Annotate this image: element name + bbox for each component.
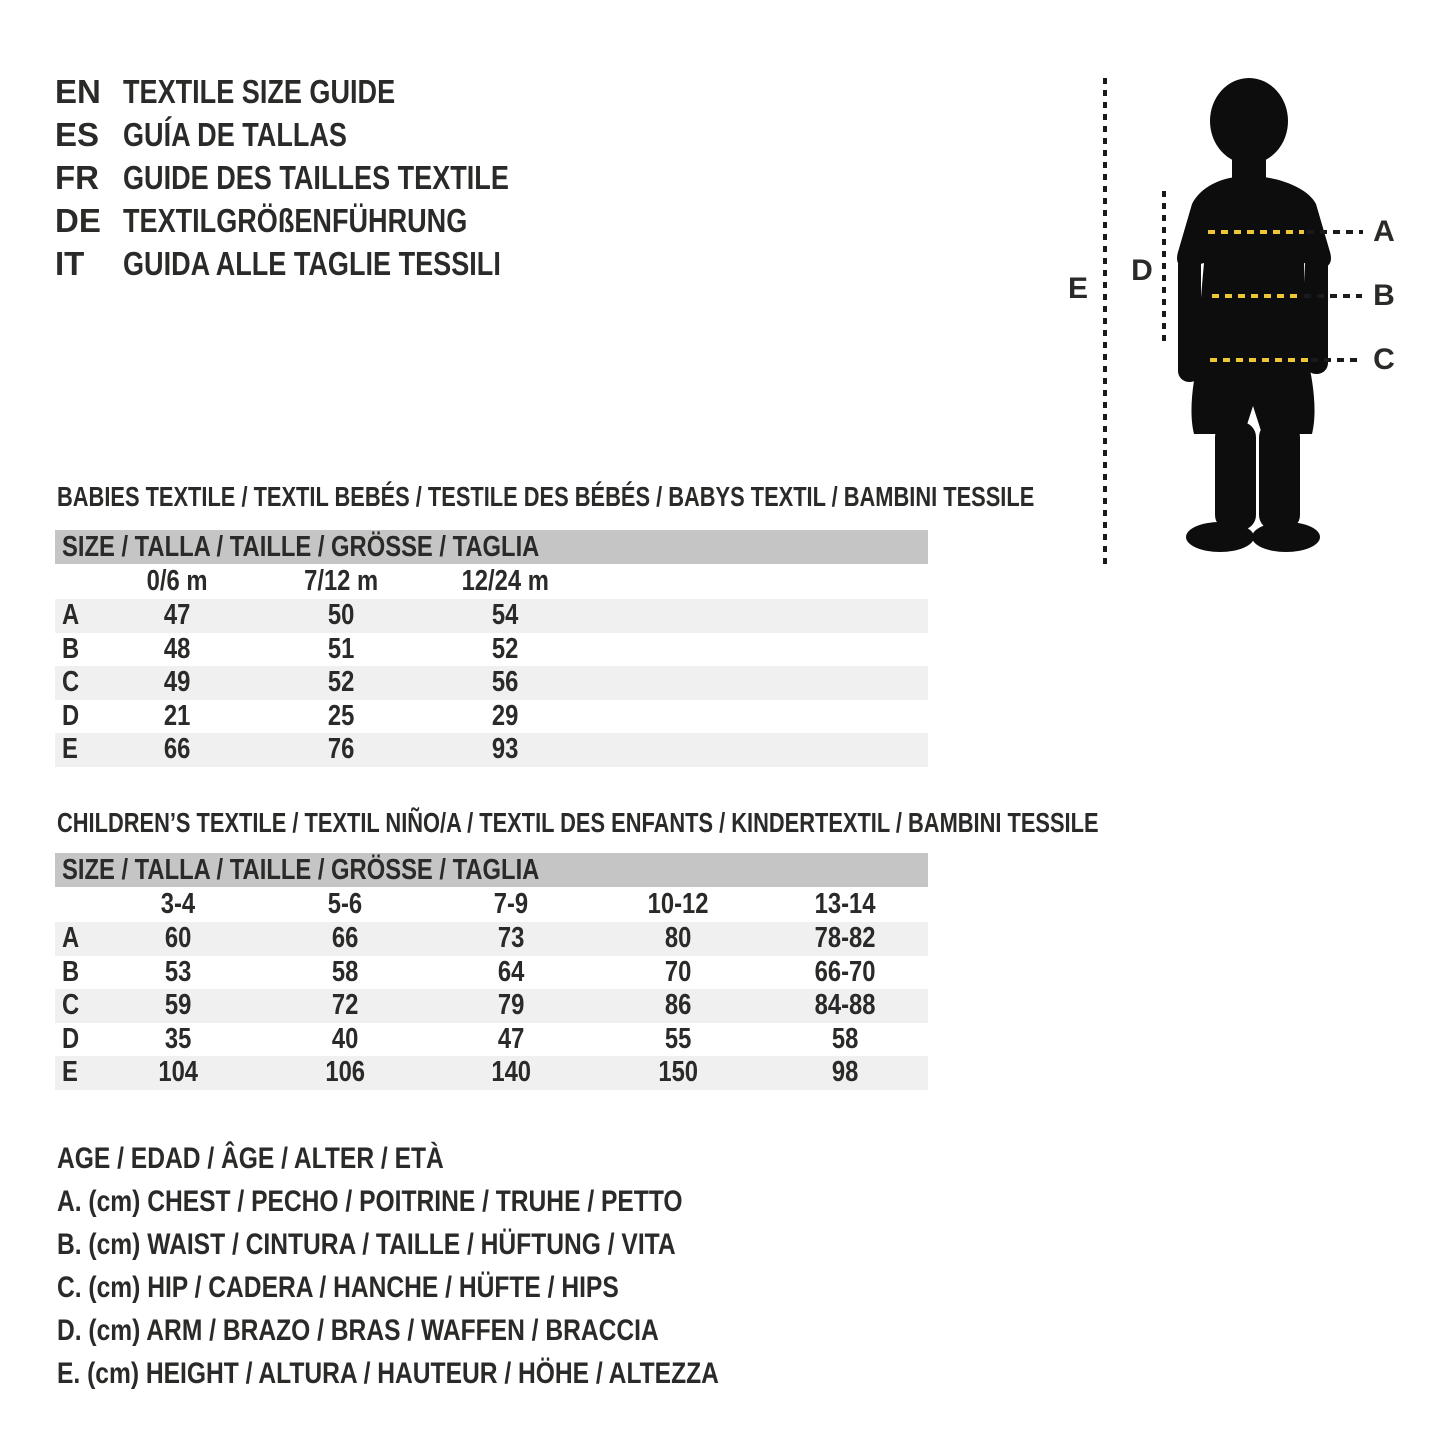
row-label: D (62, 699, 80, 732)
table-cell: 78-82 (814, 922, 876, 955)
lang-code: DE (55, 202, 101, 239)
table-cell: 106 (324, 1056, 365, 1089)
table-cell: 40 (331, 1022, 359, 1055)
table-row (55, 700, 928, 734)
table-cell: 35 (164, 1022, 192, 1055)
lang-row-de (55, 199, 594, 242)
table-row (55, 733, 928, 767)
table-cell: 48 (163, 632, 191, 665)
legend-line-arm: D. (cm) ARM / BRAZO / BRAS / WAFFEN / BRACCIA (57, 1314, 659, 1347)
table-cell: 66 (163, 733, 191, 766)
table-cell: 51 (327, 632, 355, 665)
column-header: 3-4 (161, 888, 196, 920)
legend-line-age: AGE / EDAD / ÂGE / ALTER / ETÀ (57, 1142, 444, 1175)
table-cell: 47 (163, 599, 191, 632)
column-header: 7-9 (494, 888, 529, 920)
table-row (55, 666, 928, 700)
children-size-header-bar: SIZE / TALLA / TAILLE / GRÖSSE / TAGLIA (55, 853, 928, 887)
table-cell: 58 (331, 955, 359, 988)
table-cell: 150 (658, 1056, 698, 1089)
table-row (55, 1056, 928, 1090)
row-label: C (62, 666, 80, 699)
table-cell: 21 (163, 699, 191, 732)
chest-measure-line-black (1307, 230, 1363, 234)
table-cell: 53 (164, 955, 192, 988)
table-cell: 29 (491, 699, 519, 732)
column-header: 5-6 (327, 888, 363, 920)
table-cell: 84-88 (814, 989, 876, 1022)
row-label: B (62, 955, 80, 988)
table-row (55, 989, 928, 1023)
arm-label-d: D (1131, 254, 1153, 287)
hip-measure-line-black (1311, 358, 1363, 362)
table-row (55, 599, 928, 633)
table-row (55, 956, 928, 990)
legend-line-chest: A. (cm) CHEST / PECHO / POITRINE / TRUHE / PETTO (57, 1185, 683, 1218)
table-cell: 70 (664, 955, 692, 988)
lang-row-fr (55, 156, 594, 199)
table-cell: 54 (491, 599, 519, 632)
column-header: 7/12 m (303, 565, 379, 597)
table-cell: 47 (498, 1022, 525, 1055)
table-cell: 86 (664, 989, 692, 1022)
column-header: 0/6 m (146, 565, 208, 597)
children-column-header-row (55, 887, 928, 922)
table-cell: 55 (664, 1022, 692, 1055)
height-label-e: E (1067, 272, 1088, 305)
table-row (55, 633, 928, 667)
table-cell: 66 (331, 922, 359, 955)
row-label: A (62, 922, 80, 955)
lang-code: IT (55, 245, 85, 282)
babies-column-header-row (55, 564, 928, 599)
table-cell: 25 (327, 699, 355, 732)
column-header: 12/24 m (461, 565, 549, 597)
hip-label-c: C (1373, 343, 1395, 376)
lang-code: FR (55, 159, 99, 196)
row-label: A (62, 599, 80, 632)
table-cell: 98 (831, 1056, 858, 1089)
lang-title: TEXTILGRÖßENFÜHRUNG (123, 202, 468, 239)
lang-code: EN (55, 73, 101, 110)
lang-title: TEXTILE SIZE GUIDE (123, 73, 396, 110)
language-title-block (55, 70, 594, 285)
column-header: 10-12 (647, 888, 709, 920)
chest-measure-line-yellow (1208, 230, 1304, 234)
table-row (55, 922, 928, 956)
table-cell: 56 (491, 666, 519, 699)
row-label: C (62, 989, 80, 1022)
table-cell: 104 (158, 1056, 199, 1089)
table-cell: 80 (664, 922, 692, 955)
waist-measure-line-black (1304, 294, 1362, 298)
babies-size-table (55, 530, 928, 767)
table-cell: 59 (164, 989, 192, 1022)
table-cell: 93 (491, 733, 519, 766)
lang-title: GUIDE DES TAILLES TEXTILE (123, 159, 509, 196)
lang-row-es (55, 113, 594, 156)
chest-label-a: A (1373, 215, 1395, 248)
arm-measure-line (1162, 191, 1166, 343)
waist-label-b: B (1373, 279, 1395, 312)
waist-measure-line-yellow (1212, 294, 1301, 298)
children-section-title: CHILDREN’S TEXTILE / TEXTIL NIÑO/A / TEXTIL DES ENFANTS / KINDERTEXTIL / BAMBINI TESSILE (57, 807, 1099, 838)
hip-measure-line-yellow (1210, 358, 1308, 362)
babies-section-title: BABIES TEXTILE / TEXTIL BEBÉS / TESTILE DES BÉBÉS / BABYS TEXTIL / BAMBINI TESSILE (57, 481, 1035, 512)
table-cell: 64 (498, 955, 525, 988)
row-label: B (62, 632, 80, 665)
measurement-legend (57, 1137, 864, 1395)
row-label: E (62, 733, 78, 766)
legend-line-height: E. (cm) HEIGHT / ALTURA / HAUTEUR / HÖHE / ALTEZZA (57, 1357, 719, 1390)
table-cell: 73 (498, 922, 525, 955)
table-cell: 60 (164, 922, 192, 955)
table-cell: 140 (491, 1056, 532, 1089)
table-cell: 76 (327, 733, 355, 766)
row-label: D (62, 1022, 80, 1055)
lang-row-en (55, 70, 594, 113)
babies-size-header-bar: SIZE / TALLA / TAILLE / GRÖSSE / TAGLIA (55, 530, 928, 564)
table-row (55, 1023, 928, 1057)
row-label: E (62, 1056, 78, 1089)
lang-code: ES (55, 116, 100, 153)
table-cell: 49 (163, 666, 191, 699)
lang-title: GUIDA ALLE TAGLIE TESSILI (123, 245, 501, 282)
table-cell: 66-70 (814, 955, 876, 988)
legend-line-hip: C. (cm) HIP / CADERA / HANCHE / HÜFTE / HIPS (57, 1271, 619, 1304)
table-cell: 79 (498, 989, 525, 1022)
table-cell: 72 (331, 989, 359, 1022)
lang-row-it (55, 242, 594, 285)
legend-line-waist: B. (cm) WAIST / CINTURA / TAILLE / HÜFTUNG / VITA (57, 1228, 676, 1261)
table-cell: 50 (327, 599, 355, 632)
table-cell: 58 (831, 1022, 858, 1055)
children-size-table (55, 853, 928, 1090)
lang-title: GUÍA DE TALLAS (123, 116, 347, 153)
column-header: 13-14 (814, 888, 876, 920)
table-cell: 52 (491, 632, 519, 665)
table-cell: 52 (327, 666, 355, 699)
